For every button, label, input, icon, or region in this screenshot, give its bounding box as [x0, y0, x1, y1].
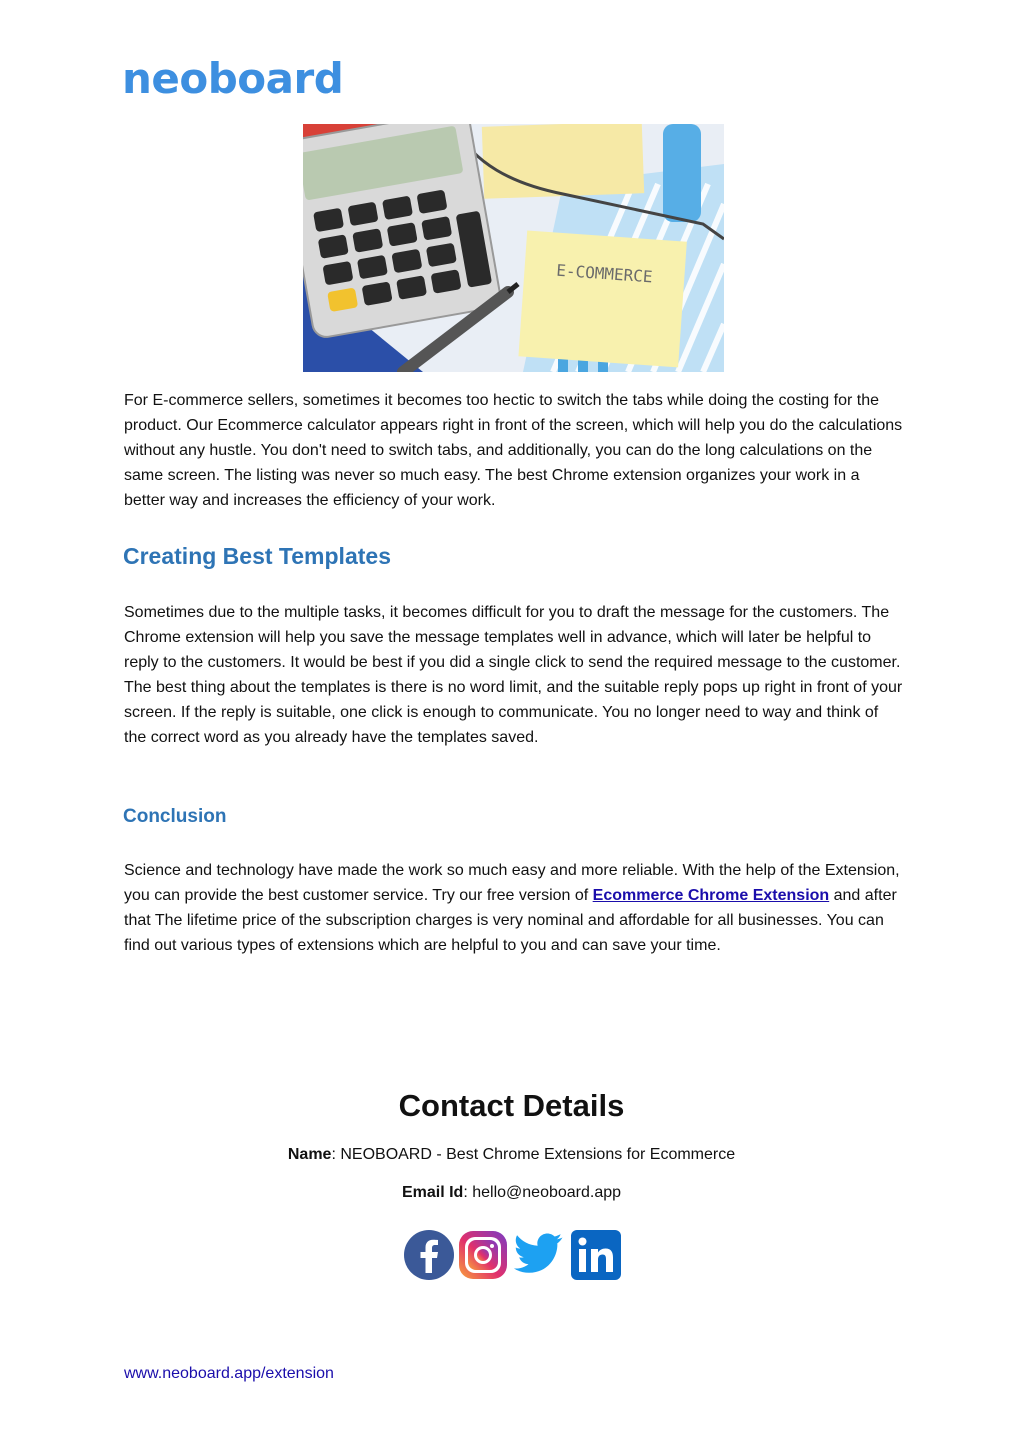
- neoboard-logo: neoboard: [122, 54, 344, 103]
- email-value: : hello@neoboard.app: [463, 1184, 622, 1201]
- linkedin-icon[interactable]: [570, 1229, 622, 1281]
- footer-website-link[interactable]: www.neoboard.app/extension: [124, 1365, 334, 1382]
- contact-name: [0, 1146, 1023, 1164]
- intro-paragraph: For E-commerce sellers, sometimes it becomes too hectic to switch the tabs while doing the costing for the product. Our Ecommerce calculator appears right in front of the screen, which will help you do the calculations without any hustle. You don't need to switch tabs, and additionally, you can do the long calculations on the same screen. The listing was never so much easy. The best Chrome extension organizes your work in a better way and increases the efficiency of your work.: [124, 392, 903, 509]
- name-value: : NEOBOARD - Best Chrome Extensions for Ecommerce: [331, 1146, 736, 1163]
- templates-paragraph: Sometimes due to the multiple tasks, it becomes difficult for you to draft the message for the customers. The Chrome extension will help you save the message templates well in advance, which will later be helpful to reply to the customers. It would be best if you did a single click to send the required message to the customer. The best thing about the templates is there is no word limit, and the suitable reply pops up right in front of your screen. If the reply is suitable, one click is enough to communicate. You no longer need to way and think of the correct word as you already have the templates saved.: [124, 604, 903, 746]
- contact-email: [0, 1184, 1023, 1202]
- ecommerce-chrome-extension-link[interactable]: Ecommerce Chrome Extension: [592, 887, 830, 904]
- conclusion-text-before: Science and technology have made the work so much easy and more reliable. With the help of the Extension, you can provide the best customer service. Try our free version of: [124, 862, 900, 904]
- conclusion-text-after: and after that The lifetime price of the subscription charges is very nominal and affordable for all businesses. You can find out various types of extensions which are helpful to you and can save your time.: [124, 887, 897, 954]
- heading-conclusion: Conclusion: [123, 806, 227, 827]
- facebook-icon[interactable]: [403, 1229, 455, 1281]
- twitter-icon[interactable]: [513, 1229, 565, 1281]
- instagram-icon[interactable]: [457, 1229, 509, 1281]
- note-text: E-COMMERCE: [555, 260, 654, 287]
- contact-details-title: Contact Details: [398, 1088, 625, 1123]
- conclusion-paragraph: [124, 858, 904, 958]
- name-label: Name: [287, 1146, 332, 1163]
- heading-creating-best-templates: Creating Best Templates: [123, 543, 391, 569]
- hero-image: [303, 124, 724, 372]
- social-links: [403, 1229, 625, 1283]
- ecommerce-calculator-photo: [303, 124, 724, 372]
- email-label: Email Id: [401, 1184, 464, 1201]
